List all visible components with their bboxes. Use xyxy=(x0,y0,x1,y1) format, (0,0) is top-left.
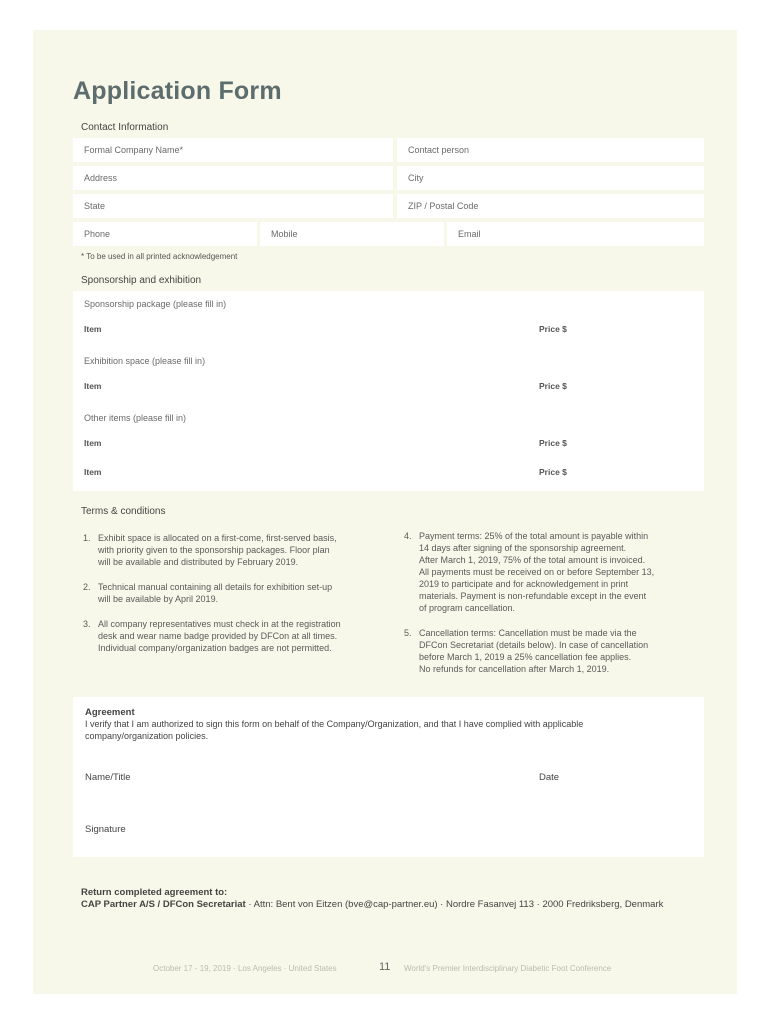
other-items-label: Other items (please fill in) xyxy=(84,413,187,423)
terms-line: will be available and distributed by February 2019. xyxy=(98,557,299,567)
package-price-label[interactable]: Price $ xyxy=(539,324,567,334)
terms-line: with priority given to the sponsorship packages. Floor plan xyxy=(98,545,330,555)
terms-line: Payment terms: 25% of the total amount is payable within xyxy=(419,531,649,541)
terms-line: 14 days after signing of the sponsorship agreement. xyxy=(419,543,627,553)
terms-item-number: 4. xyxy=(404,531,412,541)
agreement-text-line-2: company/organization policies. xyxy=(85,731,209,741)
terms-item-number: 2. xyxy=(83,582,91,592)
agreement-box xyxy=(73,697,704,857)
signature-field[interactable]: Signature xyxy=(85,824,126,835)
exhibition-price-label[interactable]: Price $ xyxy=(539,381,567,391)
terms-item-number: 5. xyxy=(404,628,412,638)
terms-line: materials. Payment is non-refundable except in the event xyxy=(419,591,647,601)
terms-line: DFCon Secretariat (details below). In case of cancellation xyxy=(419,640,649,650)
terms-line: Cancellation terms: Cancellation must be made via the xyxy=(419,628,637,638)
return-org: CAP Partner A/S / DFCon Secretariat xyxy=(81,899,246,910)
contact-note: * To be used in all printed acknowledgement xyxy=(81,252,238,261)
terms-line: before March 1, 2019 a 25% cancellation fee applies. xyxy=(419,652,632,662)
contact-heading: Contact Information xyxy=(81,122,169,133)
mobile-field[interactable]: Mobile xyxy=(260,222,444,246)
address-field[interactable]: Address xyxy=(73,166,393,190)
terms-line: All company representatives must check in at the registration xyxy=(98,619,341,629)
terms-item-number: 3. xyxy=(83,619,91,629)
terms-item-number: 1. xyxy=(83,533,91,543)
package-item-label[interactable]: Item xyxy=(84,324,102,334)
state-field[interactable]: State xyxy=(73,194,393,218)
terms-heading: Terms & conditions xyxy=(81,506,166,517)
agreement-heading: Agreement xyxy=(85,707,135,718)
terms-line: 2019 to participate and for acknowledgement in print xyxy=(419,579,629,589)
agreement-text-line-1: I verify that I am authorized to sign this form on behalf of the Company/Organization, and that I have complied with applicable xyxy=(85,719,584,729)
form-page xyxy=(33,30,737,994)
terms-line: No refunds for cancellation after March 1, 2019. xyxy=(419,664,610,674)
terms-line: Technical manual containing all details for exhibition set-up xyxy=(98,582,333,592)
sponsorship-package-label: Sponsorship package (please fill in) xyxy=(84,299,227,309)
name-title-field[interactable]: Name/Title xyxy=(85,772,131,783)
terms-line: Exhibit space is allocated on a first-come, first-served basis, xyxy=(98,533,337,543)
terms-line: All payments must be received on or before September 13, xyxy=(419,567,655,577)
sponsorship-box xyxy=(73,291,704,491)
phone-field[interactable]: Phone xyxy=(73,222,257,246)
exhibition-space-label: Exhibition space (please fill in) xyxy=(84,356,206,366)
contact-person-field[interactable]: Contact person xyxy=(397,138,704,162)
city-field[interactable]: City xyxy=(397,166,704,190)
return-heading: Return completed agreement to: xyxy=(81,887,228,898)
footer-left: October 17 - 19, 2019 · Los Angeles · United States xyxy=(153,964,337,973)
other-item-label-2[interactable]: Item xyxy=(84,467,102,477)
page-title: Application Form xyxy=(73,77,282,105)
other-price-label-2[interactable]: Price $ xyxy=(539,467,567,477)
company-name-field[interactable]: Formal Company Name* xyxy=(73,138,393,162)
date-field[interactable]: Date xyxy=(539,772,560,783)
terms-line: will be available by April 2019. xyxy=(98,594,219,604)
terms-line: After March 1, 2019, 75% of the total amount is invoiced. xyxy=(419,555,646,565)
email-field[interactable]: Email xyxy=(447,222,704,246)
return-address xyxy=(81,899,663,910)
page-number: 11 xyxy=(379,961,391,973)
footer-right: World's Premier Interdisciplinary Diabetic Foot Conference xyxy=(404,964,612,973)
terms-line: of program cancellation. xyxy=(419,603,516,613)
return-details: · Attn: Bent von Eitzen (bve@cap-partner.eu) · Nordre Fasanvej 113 · 2000 Fredriksberg, Denmark xyxy=(245,899,664,910)
terms-line: Individual company/organization badges are not permitted. xyxy=(98,643,332,653)
terms-line: desk and wear name badge provided by DFCon at all times. xyxy=(98,631,338,641)
zip-field[interactable]: ZIP / Postal Code xyxy=(397,194,704,218)
sponsorship-heading: Sponsorship and exhibition xyxy=(81,275,202,286)
exhibition-item-label[interactable]: Item xyxy=(84,381,102,391)
other-item-label-1[interactable]: Item xyxy=(84,438,102,448)
other-price-label-1[interactable]: Price $ xyxy=(539,438,567,448)
